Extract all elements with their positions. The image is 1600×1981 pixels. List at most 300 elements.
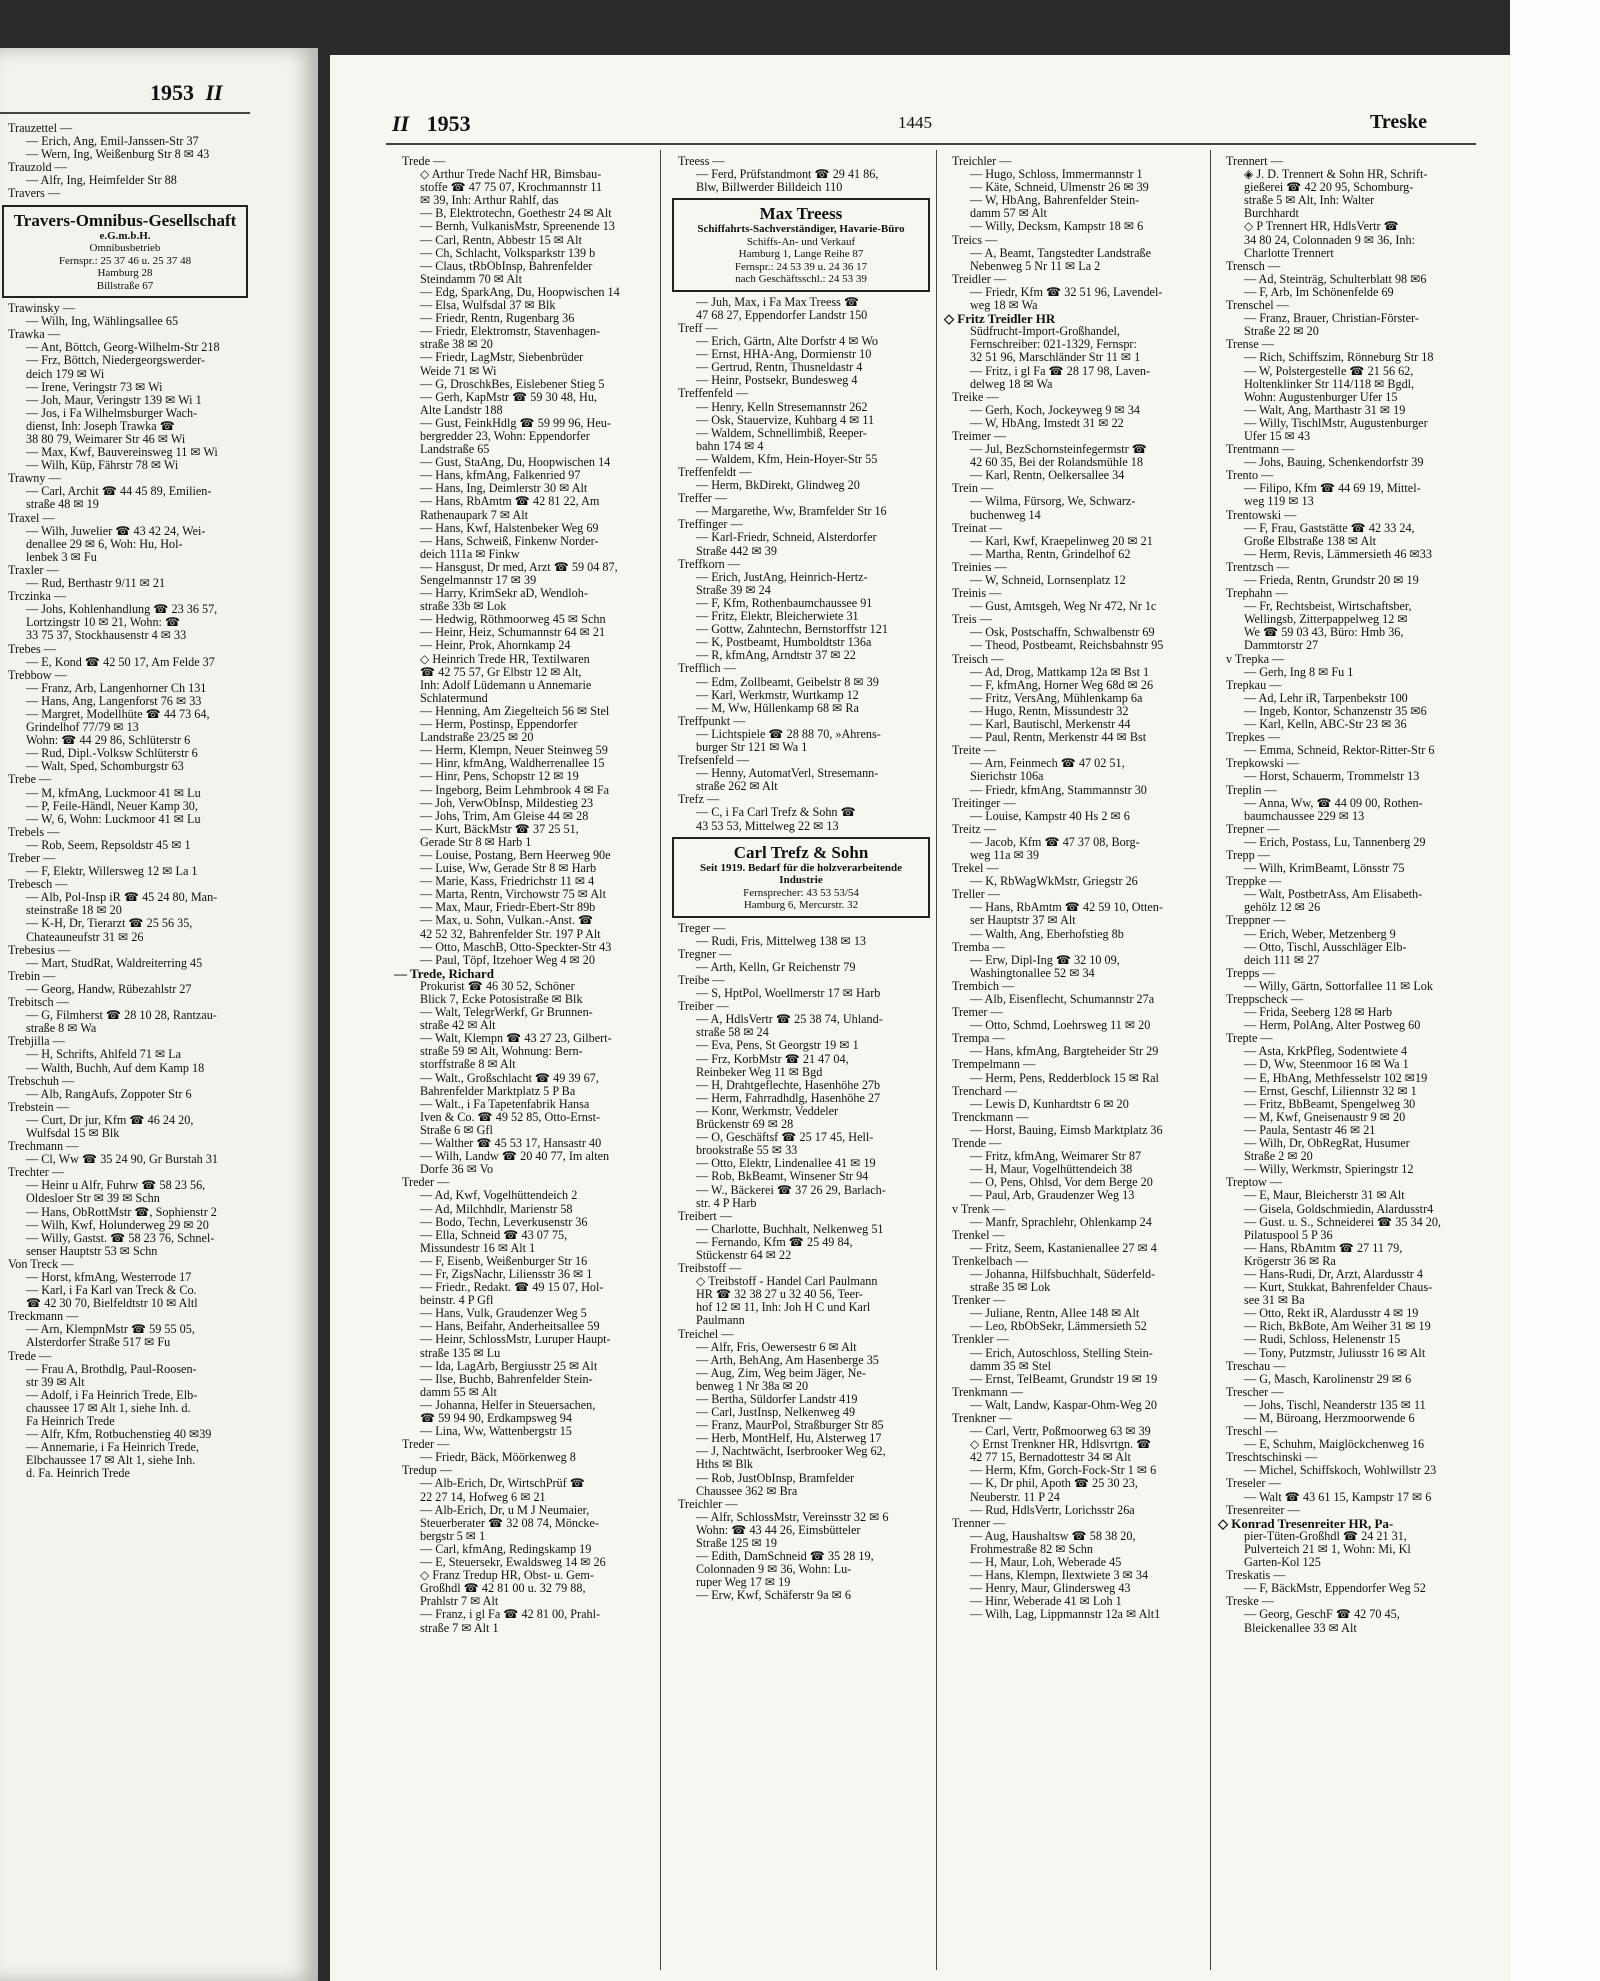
surname-heading: Travers — <box>8 187 61 201</box>
directory-entry: straße 48 ✉ 19 <box>26 498 99 512</box>
directory-entry: — K, RbWagWkMstr, Griegstr 26 <box>970 875 1138 889</box>
directory-entry: — Karl, Rentn, Oelkersallee 34 <box>970 469 1125 483</box>
directory-entry: straße 7 ✉ Alt 1 <box>420 1621 499 1635</box>
directory-entry: — K, Postbeamt, Humboldtstr 136a <box>696 636 872 650</box>
surname-heading: Trawinsky — <box>8 302 75 316</box>
directory-entry: — Franz, MaurPol, Straßburger Str 85 <box>696 1419 884 1433</box>
surname-heading: Trechmann — <box>8 1140 79 1154</box>
directory-entry: — F, Arb, Im Schönenfelde 69 <box>1244 285 1394 299</box>
directory-entry: — Ernst, Geschf, Liliennstr 32 ✉ 1 <box>1244 1084 1417 1098</box>
directory-entry: — Rud, HdlsVertr, Lorichsstr 26a <box>970 1503 1135 1517</box>
directory-entry: — S, HptPol, Woellmerstr 17 ✉ Harb <box>696 987 881 1001</box>
directory-entry: — Bertha, Süldorfer Landstr 419 <box>696 1393 858 1406</box>
surname-heading: Trawka — <box>8 328 61 342</box>
directory-entry: — Willy, Werkmstr, Spieringstr 12 <box>1244 1163 1414 1177</box>
directory-entry: Straße 22 ✉ 20 <box>1244 325 1319 339</box>
directory-entry: — A, HdlsVertr ☎ 25 38 74, Uhland- <box>696 1013 883 1027</box>
directory-entry: — Horst, Schauerm, Trommelstr 13 <box>1244 770 1420 784</box>
directory-entry: bergredder 23, Wohn: Eppendorfer <box>420 429 590 443</box>
directory-entry: — Fr, ZigsNachr, Liliensstr 36 ✉ 1 <box>420 1267 593 1281</box>
surname-heading: Treppner — <box>1226 914 1286 928</box>
directory-entry: straße 59 ✉ Alt, Wohnung: Bern- <box>420 1045 583 1059</box>
directory-entry: — Johs, Tischl, Neanderstr 135 ✉ 11 <box>1244 1398 1426 1412</box>
directory-entry: — Lina, Ww, Wattenbergstr 15 <box>420 1425 572 1439</box>
directory-entry: — Cl, Ww ☎ 35 24 90, Gr Burstah 31 <box>26 1153 219 1167</box>
directory-entry: — W, Schneid, Lornsenplatz 12 <box>970 574 1126 587</box>
directory-entry: Blick 7, Ecke Potosistraße ✉ Blk <box>420 993 583 1006</box>
directory-entry: Straße 442 ✉ 39 <box>696 544 777 558</box>
directory-entry: weg 18 ✉ Wa <box>970 299 1038 313</box>
directory-entry: — Alb, RangAufs, Zoppoter Str 6 <box>26 1087 192 1101</box>
directory-entry: — Bodo, Techn, Leverkusenstr 36 <box>420 1215 588 1229</box>
directory-entry: — Filipo, Kfm ☎ 44 69 19, Mittel- <box>1244 482 1421 496</box>
directory-entry: — Friedr, kfmAng, Stammannstr 30 <box>970 783 1147 797</box>
directory-entry: — W, HbAng, Imstedt 31 ✉ 22 <box>970 416 1124 430</box>
directory-entry: — Paul, Rentn, Merkenstr 44 ✉ Bst <box>970 731 1147 745</box>
directory-entry: — Alb-Erich, Dr, u M J Neumaier, <box>420 1503 590 1517</box>
surname-heading: Treibstoff — <box>678 1262 742 1276</box>
surname-heading: Trein — <box>952 482 994 496</box>
surname-heading: Trenkelbach — <box>952 1254 1028 1268</box>
directory-entry: bahn 174 ✉ 4 <box>696 439 764 453</box>
advertisement-line: Fernsprecher: 43 53 53/54 <box>743 886 859 899</box>
directory-entry: — M, kfmAng, Luckmoor 41 ✉ Lu <box>26 786 201 800</box>
directory-entry: — K-H, Dr, Tierarzt ☎ 25 56 35, <box>26 917 193 931</box>
directory-entry: — H, Drahtgeflechte, Hasenhöhe 27b <box>696 1078 881 1092</box>
directory-entry: — Henry, Kelln Stresemannstr 262 <box>696 400 868 414</box>
directory-entry: — Walt ☎ 43 61 15, Kampstr 17 ✉ 6 <box>1244 1490 1432 1504</box>
directory-entry: — F, kfmAng, Horner Weg 68d ✉ 26 <box>970 678 1154 692</box>
directory-entry: brookstraße 55 ✉ 33 <box>696 1144 798 1158</box>
page-number: 1445 <box>898 113 932 132</box>
directory-entry: — Aug, Haushaltsw ☎ 58 38 20, <box>970 1529 1136 1543</box>
directory-entry: — D, Ww, Steenmoor 16 ✉ Wa 1 <box>1244 1058 1409 1072</box>
directory-entry: — Arn, KlempnMstr ☎ 59 55 05, <box>26 1323 195 1337</box>
directory-entry: — Irene, Veringstr 73 ✉ Wi <box>26 380 163 394</box>
directory-entry: — Alfr, SchlossMstr, Vereinsstr 32 ✉ 6 <box>696 1510 889 1524</box>
directory-entry: Colonnaden 9 ✉ 36, Wohn: Lu- <box>696 1563 852 1577</box>
directory-entry: — Johs, Bauing, Schenkendorfstr 39 <box>1244 456 1424 470</box>
directory-entry: ◇ Fritz Treidler HR <box>944 312 1056 326</box>
directory-entry: — Hinr, Weberade 41 ✉ Loh 1 <box>970 1595 1122 1609</box>
directory-entry: — Rudi, Schloss, Helenenstr 15 <box>1244 1333 1401 1347</box>
directory-entry: — Horst, kfmAng, Westerrode 17 <box>26 1271 192 1284</box>
directory-entry: — Luise, Ww, Gerade Str 8 ✉ Harb <box>420 862 597 876</box>
directory-entry: — Fritz, BbBeamt, Spengelweg 30 <box>1244 1097 1416 1111</box>
directory-entry: Weide 71 ✉ Wi <box>420 364 497 378</box>
directory-entry: — Wilh, Lag, Lippmannstr 12a ✉ Alt1 <box>970 1608 1161 1622</box>
running-head: Treske <box>1370 111 1428 133</box>
directory-entry: — P, Feile-Händl, Neuer Kamp 30, <box>26 799 198 813</box>
directory-entry: Straße 125 ✉ 19 <box>696 1537 777 1551</box>
directory-entry: ✉ 39, Inh: Arthur Rahlf, das <box>420 194 559 208</box>
directory-entry: senser Hauptstr 53 ✉ Schn <box>26 1244 158 1258</box>
directory-entry: — Ingeb, Kontor, Schanzenstr 35 ✉6 <box>1244 704 1427 718</box>
directory-entry: — Herm, Postinsp, Eppendorfer <box>420 718 578 732</box>
directory-entry: — Tony, Putzmstr, Juliusstr 16 ✉ Alt <box>1244 1346 1426 1360</box>
directory-entry: Pulverteich 21 ✉ 1, Wohn: Mi, Kl <box>1244 1542 1411 1556</box>
left-header-part: II <box>205 80 223 105</box>
directory-entry: — Gisela, Goldschmiedin, Alardusstr4 <box>1244 1202 1434 1216</box>
directory-entry: — Paul, Töpf, Itzehoer Weg 4 ✉ 20 <box>420 953 595 967</box>
directory-entry: — Walt, Sped, Schomburgstr 63 <box>26 760 184 774</box>
directory-entry: — Ad, Lehr iR, Tarpenbekstr 100 <box>1244 691 1408 705</box>
surname-heading: Trebstein — <box>8 1100 69 1114</box>
directory-entry: — Alfr, Kfm, Rotbuchenstieg 40 ✉39 <box>26 1428 212 1442</box>
directory-entry: — Henning, Am Ziegelteich 56 ✉ Stel <box>420 704 610 718</box>
directory-entry: — Theod, Postbeamt, Reichsbahnstr 95 <box>970 639 1164 653</box>
directory-entry: weg 11a ✉ 39 <box>970 848 1039 862</box>
directory-entry: — Friedr., Redakt. ☎ 49 15 07, Hol- <box>420 1281 604 1295</box>
directory-entry: deich 111 ✉ 27 <box>1244 953 1320 967</box>
surname-heading: Treplin — <box>1226 783 1277 797</box>
left-header-rule <box>0 112 250 114</box>
directory-entry: damm 57 ✉ Alt <box>970 207 1047 221</box>
directory-entry: — Hans, ObRottMstr ☎, Sophienstr 2 <box>26 1205 217 1219</box>
surname-heading: Tregner — <box>678 947 732 961</box>
directory-entry: — Fernando, Kfm ☎ 25 49 84, <box>696 1235 853 1249</box>
directory-entry: baumchaussee 229 ✉ 13 <box>1244 809 1365 823</box>
directory-entry: — W., Bäckerei ☎ 37 26 29, Barlach- <box>696 1183 886 1197</box>
left-header-year: 1953 <box>150 80 194 105</box>
directory-entry: — Erw, Kwf, Schäferstr 9a ✉ 6 <box>696 1589 851 1603</box>
directory-entry: Lortzingstr 10 ✉ 21, Wohn: ☎ <box>26 616 181 630</box>
surname-heading: Trenkel — <box>952 1228 1005 1242</box>
directory-entry: — F, Frau, Gaststätte ☎ 42 33 24, <box>1244 521 1415 535</box>
directory-entry: — O, Geschäftsf ☎ 25 17 45, Hell- <box>696 1131 874 1145</box>
directory-entry: Wellingsb, Zitterpappelweg 12 ✉ <box>1244 613 1408 627</box>
directory-entry: — Ad, Drog, Mattkamp 12a ✉ Bst 1 <box>970 665 1150 679</box>
left-page-column <box>0 122 250 1481</box>
directory-entry: gehölz 12 ✉ 26 <box>1244 901 1321 915</box>
directory-entry: Große Elbstraße 138 ✉ Alt <box>1244 534 1377 548</box>
surname-heading: Treckmann — <box>8 1310 79 1324</box>
directory-entry: — Hans, Ang, Langenforst 76 ✉ 33 <box>26 694 202 708</box>
directory-entry: — Erw, Dipl-Ing ☎ 32 10 09, <box>970 953 1120 967</box>
directory-entry: — Hinr, Pens, Schopstr 12 ✉ 19 <box>420 770 579 784</box>
surname-heading: Trenschel — <box>1226 299 1289 313</box>
column-divider <box>1210 150 1211 1970</box>
directory-entry: Missundestr 16 ✉ Alt 1 <box>420 1241 536 1255</box>
advertisement-subtitle: e.G.m.b.H. <box>99 229 151 242</box>
directory-entry: — G, Masch, Karolinenstr 29 ✉ 6 <box>1244 1372 1412 1386</box>
directory-entry: Dorfe 36 ✉ Vo <box>420 1163 494 1177</box>
directory-entry: HR ☎ 32 38 27 u 32 40 56, Teer- <box>696 1288 863 1302</box>
surname-heading: Treite — <box>952 744 996 758</box>
surname-heading: Treibert — <box>678 1209 733 1223</box>
directory-entry: ☎ 42 75 57, Gr Elbstr 12 ✉ Alt, <box>420 665 582 679</box>
directory-entry: — Rich, Schiffszim, Rönneburg Str 18 <box>1244 351 1434 365</box>
directory-entry: ◇ P Trennert HR, HdlsVertr ☎ <box>1244 220 1399 234</box>
directory-column-1 <box>394 155 656 1635</box>
directory-entry: — Ella, Schneid ☎ 43 07 75, <box>420 1228 568 1242</box>
directory-entry: — Leo, RbObSekr, Lämmersieth 52 <box>970 1320 1147 1334</box>
directory-entry: — Ad, Milchhdlr, Marienstr 58 <box>420 1202 573 1216</box>
directory-entry: — Gottw, Zahntechn, Bernstorffstr 121 <box>696 623 888 637</box>
directory-entry: — Otto, Elektr, Lindenallee 41 ✉ 19 <box>696 1157 876 1171</box>
advertisement-line: nach Geschäftsschl.: 24 53 39 <box>735 273 867 286</box>
directory-entry: ☎ 42 30 70, Bielfeldtstr 10 ✉ Altl <box>26 1297 198 1311</box>
directory-entry: — E, Schuhm, Maiglöckchenweg 16 <box>1244 1438 1425 1452</box>
directory-entry: ◇ Franz Tredup HR, Obst- u. Gem- <box>420 1569 594 1583</box>
directory-entry: — Herm, Pens, Redderblock 15 ✉ Ral <box>970 1071 1159 1085</box>
directory-entry: — Walt, Ang, Marthastr 31 ✉ 19 <box>1244 403 1406 417</box>
advertisement-line: Fernspr.: 24 53 39 u. 24 36 17 <box>734 260 868 273</box>
directory-entry: — Wern, Ing, Weißenburg Str 8 ✉ 43 <box>26 148 210 162</box>
directory-entry: — Alb, Pol-Insp iR ☎ 45 24 80, Man- <box>26 891 218 905</box>
directory-entry: — Ferd, Prüfstandmont ☎ 29 41 86, <box>696 168 879 182</box>
directory-entry: 34 80 24, Colonnaden 9 ✉ 36, Inh: <box>1244 233 1416 247</box>
surname-heading: Trepte — <box>1226 1032 1273 1046</box>
directory-entry: — Otto, Schmd, Loehrsweg 11 ✉ 20 <box>970 1019 1151 1033</box>
directory-entry: — Anna, Ww, ☎ 44 09 00, Rothen- <box>1244 796 1423 810</box>
directory-entry: Bleickenallee 33 ✉ Alt <box>1244 1621 1357 1635</box>
surname-heading: Treschl — <box>1226 1425 1278 1439</box>
directory-entry: — Hans, RbAmtm ☎ 42 81 22, Am <box>420 495 600 509</box>
directory-entry: Bahrenfelder Marktplatz 5 P Ba <box>420 1084 576 1098</box>
directory-entry: Dammtorstr 27 <box>1244 639 1319 653</box>
directory-entry: — Erich, Weber, Metzenberg 9 <box>1244 927 1396 941</box>
right-page <box>330 55 1510 1981</box>
surname-heading: Traxel — <box>8 511 55 525</box>
directory-entry: Schlatermund <box>420 691 488 705</box>
directory-entry: — Harry, KrimSekr aD, Wendloh- <box>420 587 588 601</box>
directory-entry: — Ant, Böttch, Georg-Wilhelm-Str 218 <box>26 341 220 355</box>
surname-heading: Trenchard — <box>952 1084 1017 1098</box>
surname-heading: Trempelmann — <box>952 1058 1036 1072</box>
directory-entry: — Herm, Kfm, Gorch-Fock-Str 1 ✉ 6 <box>970 1464 1157 1478</box>
directory-entry: — Heinr, Postsekr, Bundesweg 4 <box>696 374 858 388</box>
directory-entry: — Trede, Richard <box>394 966 495 980</box>
directory-entry: — Hedwig, Röthmoorweg 45 ✉ Schn <box>420 613 606 627</box>
advertisement-line: Schiffs-An- und Verkauf <box>746 235 856 248</box>
surname-heading: Trebjilla — <box>8 1035 65 1049</box>
directory-entry: — Otto, MaschB, Otto-Speckter-Str 43 <box>420 940 612 954</box>
directory-entry: — Frz, KorbMstr ☎ 21 47 04, <box>696 1052 849 1066</box>
surname-heading: Treppke — <box>1226 875 1282 889</box>
surname-heading: Treff — <box>678 321 718 335</box>
directory-entry: — Hans, Ing, Deimlerstr 30 ✉ Alt <box>420 482 588 496</box>
directory-entry: — Rudi, Fris, Mittelweg 138 ✉ 13 <box>696 934 867 948</box>
directory-entry: delweg 18 ✉ Wa <box>970 377 1053 391</box>
directory-entry: ◇ Ernst Trenkner HR, Hdlsvrtgn. ☎ <box>970 1438 1152 1452</box>
directory-entry: — Adolf, i Fa Heinrich Trede, Elb- <box>26 1388 198 1402</box>
directory-entry: ◇ Treibstoff - Handel Carl Paulmann <box>696 1275 878 1289</box>
surname-heading: Treinis — <box>952 587 1002 601</box>
surname-heading: Treike — <box>952 390 999 404</box>
directory-entry: — F, Kfm, Rothenbaumchaussee 91 <box>696 596 873 610</box>
surname-heading: Treichel — <box>678 1327 734 1341</box>
directory-entry: Fa Heinrich Trede <box>26 1415 115 1429</box>
surname-heading: Trenner — <box>952 1516 1006 1530</box>
directory-entry: Landstraße 65 <box>420 443 490 457</box>
advertisement-line: Hamburg 1, Lange Reihe 87 <box>738 248 864 261</box>
directory-entry: 42 77 15, Bernadottestr 34 ✉ Alt <box>970 1451 1131 1465</box>
directory-column-2 <box>670 155 932 1603</box>
directory-entry: — Manfr, Sprachlehr, Ohlenkamp 24 <box>970 1215 1152 1229</box>
directory-entry: burger Str 121 ✉ Wa 1 <box>696 740 808 754</box>
directory-entry: — Hinr, kfmAng, Waldherrenallee 15 <box>420 757 605 771</box>
directory-entry: deich 111a ✉ Finkw <box>420 547 520 561</box>
column-divider <box>936 150 937 1970</box>
directory-entry: 42 60 35, Bei der Rolandsmühle 18 <box>970 456 1143 470</box>
directory-entry: — Walther ☎ 45 53 17, Hansastr 40 <box>420 1137 602 1151</box>
directory-entry: beinstr. 4 P Gfl <box>420 1294 494 1308</box>
directory-entry: — Paul, Arb, Graudenzer Weg 13 <box>970 1189 1135 1203</box>
surname-heading: Treffer — <box>678 492 728 506</box>
advertisement-line: Omnibusbetrieb <box>89 242 161 255</box>
directory-entry: Washingtonallee 52 ✉ 34 <box>970 966 1095 980</box>
directory-entry: ◇ Arthur Trede Nachf HR, Bimsbau- <box>420 168 602 182</box>
directory-entry: — Arth, BehAng, Am Hasenberge 35 <box>696 1353 879 1367</box>
directory-entry: — M, Ww, Hüllenkamp 68 ✉ Ra <box>696 701 859 715</box>
surname-heading: Treseler — <box>1226 1477 1281 1491</box>
directory-entry: — Willy, TischlMstr, Augustenburger <box>1244 416 1428 430</box>
directory-entry: — Wilh, Dr, ObRegRat, Husumer <box>1244 1137 1410 1151</box>
directory-entry: — Carl, JustInsp, Nelkenweg 49 <box>696 1406 856 1420</box>
directory-entry: str 39 ✉ Alt <box>26 1375 85 1389</box>
surname-heading: Treisch — <box>952 652 1004 666</box>
directory-entry: — Ernst, TelBeamt, Grundstr 19 ✉ 19 <box>970 1372 1158 1386</box>
directory-entry: — Alfr, Fris, Oewersestr 6 ✉ Alt <box>696 1340 857 1354</box>
directory-entry: — Gust. u. S., Schneiderei ☎ 35 34 20, <box>1244 1215 1441 1229</box>
directory-entry: — Erich, Gärtn, Alte Dorfstr 4 ✉ Wo <box>696 335 878 349</box>
directory-entry: straße 5 ✉ Alt, Inh: Walter <box>1244 194 1375 208</box>
surname-heading: Trento — <box>1226 469 1274 483</box>
surname-heading: Treffpunkt — <box>678 714 746 728</box>
directory-entry: — Arth, Kelln, Gr Reichenstr 79 <box>696 960 856 974</box>
directory-entry: — W, HbAng, Bahrenfelder Stein- <box>970 194 1140 208</box>
surname-heading: Traxler — <box>8 563 59 577</box>
directory-entry: — Joh, VerwObInsp, Mildestieg 23 <box>420 796 594 810</box>
directory-entry: — Hans, Vulk, Graudenzer Weg 5 <box>420 1307 587 1321</box>
directory-entry: — Elsa, Wulfsdal 37 ✉ Blk <box>420 299 556 313</box>
directory-entry: — Hans-Rudi, Dr, Arzt, Alardusstr 4 <box>1244 1267 1423 1281</box>
directory-entry: — Walt., i Fa Tapetenfabrik Hansa <box>420 1097 590 1111</box>
advertisement-line: Hamburg 6, Mercurstr. 32 <box>743 899 859 912</box>
surname-heading: Treidler — <box>952 272 1007 286</box>
directory-entry: — Henry, Maur, Glindersweg 43 <box>970 1582 1131 1596</box>
advertisement-title: Travers-Omnibus-Gesellschaft <box>13 210 237 230</box>
directory-entry: — Otto, Rekt iR, Alardusstr 4 ✉ 19 <box>1244 1307 1419 1321</box>
surname-heading: Trebe — <box>8 773 52 787</box>
directory-entry: — Hans, kfmAng, Falkenried 97 <box>420 469 581 483</box>
directory-entry: — Hans, Schweiß, Finkenw Norder- <box>420 534 599 548</box>
directory-entry: ◈ J. D. Trennert & Sohn HR, Schrift- <box>1244 168 1428 182</box>
directory-entry: gießerei ☎ 42 20 95, Schomburg- <box>1244 181 1414 195</box>
directory-entry: ◇ Konrad Tresenreiter HR, Pa- <box>1218 1516 1394 1530</box>
directory-entry: — Curt, Dr jur, Kfm ☎ 46 24 20, <box>26 1113 194 1127</box>
directory-entry: — Gust, StaAng, Du, Hoopwischen 14 <box>420 456 611 470</box>
directory-entry: damm 35 ✉ Stel <box>970 1359 1051 1373</box>
directory-entry: — E, HbAng, Methfesselstr 102 ✉19 <box>1244 1071 1428 1085</box>
directory-entry: 38 80 79, Weimarer Str 46 ✉ Wi <box>26 433 186 446</box>
directory-entry: — Jacob, Kfm ☎ 47 37 08, Borg- <box>970 835 1140 849</box>
directory-entry: — Annemarie, i Fa Heinrich Trede, <box>26 1441 199 1455</box>
surname-heading: Trede — <box>8 1349 52 1363</box>
advertisement-title: Carl Trefz & Sohn <box>733 842 869 862</box>
surname-heading: Treffkorn — <box>678 557 740 571</box>
directory-entry: — Frz, Böttch, Niedergeorgswerder- <box>26 354 206 368</box>
directory-entry: bergstr 5 ✉ 1 <box>420 1529 486 1543</box>
directory-entry: — Osk, Stauervize, Kuhbarg 4 ✉ 11 <box>696 413 875 427</box>
directory-entry: — Walt., Großschlacht ☎ 49 39 67, <box>420 1071 599 1085</box>
directory-entry: d. Fa. Heinrich Trede <box>26 1467 130 1481</box>
directory-entry: straße 135 ✉ Lu <box>420 1346 501 1360</box>
directory-entry: — Herm, Revis, Lämmersieth 46 ✉33 <box>1244 547 1432 561</box>
surname-heading: v Trepka — <box>1226 652 1285 666</box>
surname-heading: Treppscheck — <box>1226 993 1304 1006</box>
directory-entry: — Ingeborg, Beim Lehmbrook 4 ✉ Fa <box>420 783 610 797</box>
directory-entry: — Walt, TelegrWerkf, Gr Brunnen- <box>420 1006 593 1020</box>
directory-entry: — Gust, Amtsgeh, Weg Nr 472, Nr 1c <box>970 600 1157 614</box>
directory-entry: — Alb, Eisenflecht, Schumannstr 27a <box>970 993 1155 1006</box>
directory-entry: — Johs, Trim, Am Gleise 44 ✉ 28 <box>420 809 589 823</box>
directory-entry: — Carl, kfmAng, Redingskamp 19 <box>420 1542 592 1556</box>
directory-entry: Reinbeker Weg 11 ✉ Bgd <box>696 1065 823 1079</box>
directory-entry: — Herb, MontHelf, Hu, Alsterweg 17 <box>696 1432 882 1446</box>
surname-heading: Treffenfeld — <box>678 387 749 401</box>
directory-entry: — Arn, Feinmech ☎ 47 02 51, <box>970 757 1125 771</box>
directory-entry: — F, BäckMstr, Eppendorfer Weg 52 <box>1244 1582 1426 1596</box>
directory-entry: 32 51 96, Marschländer Str 11 ✉ 1 <box>970 351 1141 365</box>
directory-entry: — Joh, Maur, Veringstr 139 ✉ Wi 1 <box>26 393 202 407</box>
directory-entry: — Claus, tRbObInsp, Bahrenfelder <box>420 259 593 273</box>
directory-entry: Wohn: ☎ 43 44 26, Eimsbütteler <box>696 1523 861 1537</box>
directory-entry: — Frieda, Rentn, Grundstr 20 ✉ 19 <box>1244 574 1419 587</box>
surname-heading: Treichler — <box>952 155 1012 168</box>
directory-entry: — Johs, Kohlenhandlung ☎ 23 36 57, <box>26 603 218 617</box>
directory-entry: — Erich, Ang, Emil-Janssen-Str 37 <box>26 135 199 149</box>
directory-entry: Chaussee 362 ✉ Bra <box>696 1484 798 1498</box>
directory-entry: — Louise, Kampstr 40 Hs 2 ✉ 6 <box>970 809 1130 823</box>
directory-entry: — Karl, Werkmstr, Wurtkamp 12 <box>696 688 859 702</box>
surname-heading: Treller — <box>952 888 1000 902</box>
directory-entry: 47 68 27, Eppendorfer Landstr 150 <box>696 308 868 322</box>
directory-entry: — Henny, AutomatVerl, Stresemann- <box>696 767 879 781</box>
surname-heading: Treinat — <box>952 521 1002 535</box>
directory-entry: — Lewis D, Kunhardtstr 6 ✉ 20 <box>970 1097 1129 1111</box>
directory-entry: — Rob, Seem, Repsoldstr 45 ✉ 1 <box>26 838 191 852</box>
surname-heading: Treder — <box>402 1438 450 1452</box>
directory-entry: — Michel, Schiffskoch, Wohlwillstr 23 <box>1244 1464 1437 1478</box>
directory-entry: — Marta, Rentn, Virchowstr 75 ✉ Alt <box>420 888 606 902</box>
directory-entry: — Max, Maur, Friedr-Ebert-Str 89b <box>420 901 596 915</box>
directory-entry: — Gerh, Koch, Jockeyweg 9 ✉ 34 <box>970 403 1140 417</box>
directory-entry: — Herm, BkDirekt, Glindweg 20 <box>696 479 860 493</box>
directory-entry: hof 12 ✉ 11, Inh: Joh H C und Karl <box>696 1301 871 1315</box>
surname-heading: Trawny — <box>8 472 61 486</box>
surname-heading: Trembich — <box>952 979 1015 993</box>
directory-entry: — Walt, Landw, Kaspar-Ohm-Weg 20 <box>970 1398 1157 1412</box>
directory-entry: — Emma, Schneid, Rektor-Ritter-Str 6 <box>1244 744 1435 758</box>
directory-entry: — Jul, BezSchornsteinfegermstr ☎ <box>970 443 1147 457</box>
directory-entry: — Heinr, SchlossMstr, Luruper Haupt- <box>420 1333 611 1347</box>
directory-entry: — Gust, FeinkHdlg ☎ 59 99 96, Heu- <box>420 416 611 430</box>
surname-heading: Tredup — <box>402 1464 452 1478</box>
directory-entry: — Wilma, Fürsorg, We, Schwarz- <box>970 495 1136 509</box>
surname-heading: Trennert — <box>1226 155 1283 168</box>
surname-heading: Treiber — <box>678 1000 729 1014</box>
advertisement-line: Billstraße 67 <box>96 279 154 292</box>
right-page-header-left <box>392 111 471 137</box>
directory-entry: stoffe ☎ 47 75 07, Krochmannstr 11 <box>420 181 603 195</box>
surname-heading: Treptow — <box>1226 1176 1283 1190</box>
surname-heading: Treibe — <box>678 974 725 987</box>
surname-heading: Trenckmann — <box>952 1110 1029 1124</box>
directory-entry: — Käte, Schneid, Ulmenstr 26 ✉ 39 <box>970 181 1149 195</box>
directory-entry: dienst, Inh: Joseph Trawka ☎ <box>26 419 175 433</box>
